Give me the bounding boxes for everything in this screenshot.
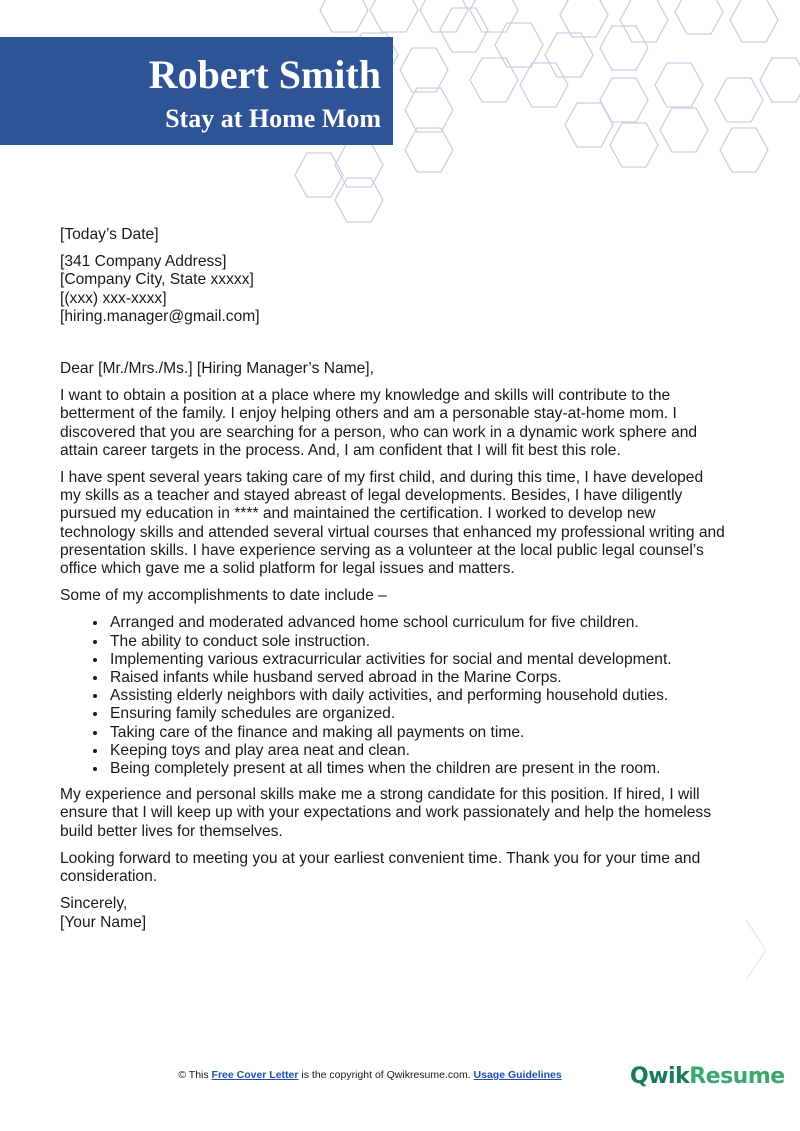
text-line: Looking forward to meeting you at your earliest convenient time. Thank you for your time and	[60, 849, 701, 867]
text-line: attain career targets in the process. And, I am confident that I will fit best this role.	[60, 441, 621, 459]
text-line: ensure that I will keep up with your expectations and work passionately and help the homeless	[60, 804, 711, 822]
list-item: • Raised infants while husband served abroad in the Marine Corps.	[108, 669, 760, 687]
recipient-address: [341 Company Address]	[60, 253, 227, 271]
list-item: • Ensuring family schedules are organized.	[108, 705, 760, 723]
job-title: Stay at Home Mom	[165, 104, 381, 133]
usage-guidelines-link[interactable]: Usage Guidelines	[473, 1069, 562, 1081]
footer-prefix: © This	[178, 1069, 212, 1081]
accomplishments-intro: Some of my accomplishments to date include –	[60, 587, 387, 605]
text-line: presentation skills. I have experience serving as a volunteer at the local public legal counsel’s	[60, 541, 704, 559]
footer-middle: is the copyright of Qwikresume.com.	[298, 1069, 474, 1081]
letter-body	[60, 226, 760, 941]
sign-off	[60, 895, 760, 931]
text-line: betterment of the family. I enjoy helping others and am a personable stay-at-home mom. I	[60, 405, 677, 423]
closing-word: Sincerely,	[60, 895, 128, 913]
list-item: • Arranged and moderated advanced home school curriculum for five children.	[108, 614, 760, 632]
text-line: I want to obtain a position at a place where my knowledge and skills will contribute to the	[60, 387, 671, 405]
text-line: build better lives for themselves.	[60, 822, 283, 840]
text-line: my skills as a teacher and stayed abreast of legal developments. Besides, I have diligently	[60, 487, 683, 505]
applicant-name: Robert Smith	[148, 52, 381, 97]
list-item: • Assisting elderly neighbors with daily activities, and performing household duties.	[108, 687, 760, 705]
recipient-block	[60, 253, 760, 326]
text-line: discovered that you are searching for a person, who can work in a dynamic work sphere and	[60, 423, 698, 441]
recipient-city: [Company City, State xxxxx]	[60, 271, 254, 289]
accomplishments-list	[60, 614, 760, 778]
list-item: • Implementing various extracurricular activities for social and mental development.	[108, 651, 760, 669]
header-banner	[0, 37, 393, 145]
copyright-footer	[0, 1069, 740, 1081]
recipient-phone: [(xxx) xxx-xxxx]	[60, 289, 167, 307]
text-line: My experience and personal skills make me a strong candidate for this position. If hired, I will	[60, 786, 700, 804]
list-item: • Being completely present at all times when the children are present in the room.	[108, 760, 760, 778]
list-item: • The ability to conduct sole instruction.	[108, 633, 760, 651]
letter-date: [Today’s Date]	[60, 226, 159, 243]
logo-part-resume: Resume	[689, 1064, 785, 1089]
list-item: • Taking care of the finance and making all payments on time.	[108, 724, 760, 742]
logo-part-qwik: Qwik	[630, 1064, 690, 1089]
text-line: technology skills and attended several virtual courses that enhanced my professional writing and	[60, 523, 725, 541]
list-item: • Keeping toys and play area neat and clean.	[108, 742, 760, 760]
qwikresume-logo	[630, 1064, 785, 1089]
paragraph-closing	[60, 850, 760, 886]
recipient-email: [hiring.manager@gmail.com]	[60, 307, 260, 325]
text-line: consideration.	[60, 868, 158, 886]
free-cover-letter-link[interactable]: Free Cover Letter	[211, 1069, 299, 1081]
text-line: pursued my education in **** and maintained the certification. I worked to develop new	[60, 505, 656, 523]
paragraph-candidacy	[60, 786, 760, 841]
text-line: I have spent several years taking care of my first child, and during this time, I have developed	[60, 469, 704, 487]
signature-name: [Your Name]	[60, 913, 147, 931]
salutation: Dear [Mr./Mrs./Ms.] [Hiring Manager’s Name],	[60, 360, 374, 378]
paragraph-experience	[60, 469, 760, 578]
paragraph-intro	[60, 387, 760, 460]
text-line: office which gave me a solid platform for legal issues and matters.	[60, 560, 515, 578]
